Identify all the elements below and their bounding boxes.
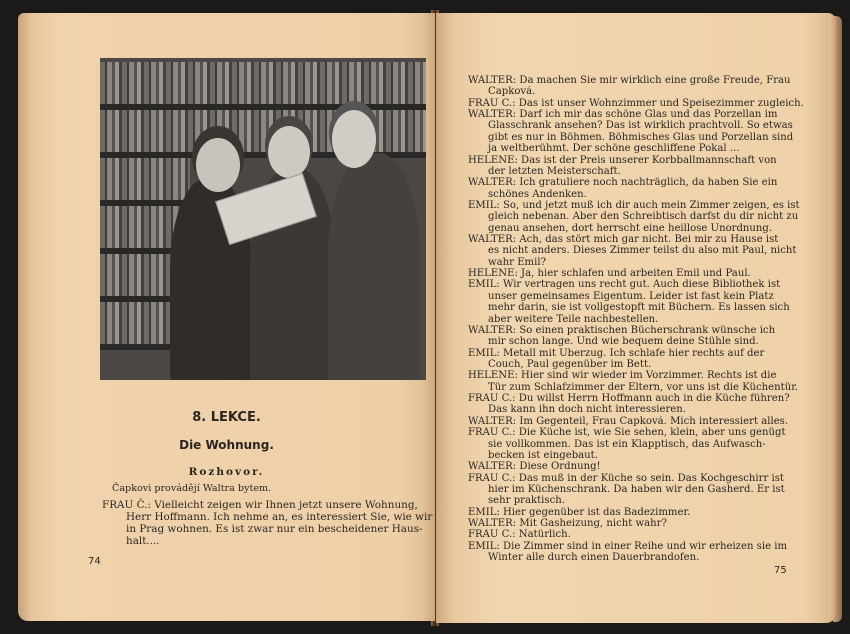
dialogue-line: Das kann ihn doch nicht interessieren. [488,404,686,416]
dialogue-line: FRAU Č.: Die Küche ist, wie Sie sehen, klein, aber uns genügt [468,427,786,439]
dialogue-line: FRAU Č.: Vielleicht zeigen wir Ihnen jetzt unsere Wohnung, [102,499,418,511]
dialogue-line: gleich nebenan. Aber den Schreibtisch darfst du dir nicht zu [488,211,799,223]
dialogue-line: es nicht anders. Dieses Zimmer teilst du also mit Paul, nicht [488,245,797,257]
dialogue-line: genau ansehen, dort herrscht eine heillose Unordnung. [488,222,773,234]
dialogue-line: FRAU Č.: Du willst Herrn Hoffmann auch in die Küche führen? [468,393,790,405]
page-number-right: 75 [774,565,787,576]
dialogue-line: ja weltberühmt. Der schöne geschliffene Pokal ... [488,143,740,155]
dialogue-line: aber weitere Teile nachbestellen. [488,313,659,325]
dialogue-line: EMIL: Die Zimmer sind in einer Reihe und wir erheizen sie im [468,540,788,552]
dialogue-line: HELENE: Ja, hier schlafen und arbeiten Emil und Paul. [468,268,751,280]
dialogue-line: WALTER: Diese Ordnung! [468,461,601,473]
dialogue-line: schönes Andenken. [488,188,587,200]
dialogue-line: EMIL: Hier gegenüber ist das Badezimmer. [468,506,691,518]
page-number-left: 74 [88,556,101,567]
dialogue-line: EMIL: Wir vertragen uns recht gut. Auch diese Bibliothek ist [468,279,781,291]
dialogue-line: sie vollkommen. Das ist ein Klapptisch, das Aufwasch- [488,438,766,450]
dialogue-line: sehr praktisch. [488,495,565,507]
stage-note: Čapkovi provádějí Waltra bytem. [112,483,272,494]
dialogue-line: WALTER: Mit Gasheizung, nicht wahr? [468,518,667,530]
dialogue-line: hier im Küchenschrank. Da haben wir den Gasherd. Er ist [488,483,785,495]
dialogue-line: in Prag wohnen. Es ist zwar nur ein bescheidener Haus- [126,523,423,535]
dialogue-line: FRAU Č.: Das muß in der Küche so sein. Das Kochgeschirr ist [468,472,784,484]
dialogue-line: mehr darin, sie ist vollgestopft mit Büchern. Es lassen sich [488,302,790,314]
lesson-title: 8. LEKCE. [192,410,261,425]
dialogue-line: Couch, Paul gegenüber im Bett. [488,358,652,370]
dialogue-line: mir schon lange. Und wie bequem deine Stühle sind. [488,336,759,348]
dialogue-line: FRAU Č.: Das ist unser Wohnzimmer und Speisezimmer zugleich. [468,97,804,109]
dialogue-line: Glasschrank ansehen? Das ist wirklich prachtvoll. So etwas [488,120,793,132]
dialogue-line: Čapková. [488,86,536,98]
dialogue-line: wahr Emil? [488,256,546,268]
dialogue-line: Tür zum Schlafzimmer der Eltern, vor uns ist die Küchentür. [488,381,799,393]
dialogue-line: HELENE: Das ist der Preis unserer Korbballmannschaft von [468,154,777,166]
dialogue-line: HELENE: Hier sind wir wieder im Vorzimmer. Rechts ist die [468,370,777,382]
illustration-photo [100,58,426,380]
dialogue-line: WALTER: So einen praktischen Bücherschrank wünsche ich [468,324,776,336]
dialogue-block [468,75,820,563]
dialogue-line: unser gemeinsames Eigentum. Leider ist fast kein Platz [488,290,774,302]
dialogue-line: WALTER: Darf ich mir das schöne Glas und das Porzellan im [468,109,778,121]
dialogue-line: EMIL: Metall mit Überzug. Ich schlafe hier rechts auf der [468,347,765,359]
person-woman-head [196,138,240,192]
dialogue-line: WALTER: Im Gegenteil, Frau Čapková. Mich interessiert alles. [468,415,789,427]
person-man-head [332,110,376,168]
dialogue-line: Winter alle durch einen Dauerbrandofen. [488,552,700,564]
dialogue-line: halt.... [126,535,160,547]
dialogue-line: Herr Hoffmann. Ich nehme an, es interessiert Sie, wie wir [126,511,433,523]
dialogue-line: gibt es nur in Böhmen. Böhmisches Glas und Porzellan sind [488,131,794,143]
right-page [436,13,836,623]
dialogue-line: der letzten Meisterschaft. [488,165,621,177]
dialogue-line: WALTER: Da machen Sie mir wirklich eine große Freude, Frau [468,75,791,86]
dialogue-line: FRAU Č.: Natürlich. [468,529,571,541]
person-young-man-head [268,126,310,178]
person-man [328,153,420,380]
dialogue-line: WALTER: Ach, das stört mich gar nicht. Bei mir zu Hause ist [468,234,779,246]
section-heading: Rozhovor. [188,466,265,478]
lesson-subtitle: Die Wohnung. [179,438,274,452]
dialogue-line: WALTER: Ich gratuliere noch nachträglich, da haben Sie ein [468,177,778,189]
dialogue-line: EMIL: So, und jetzt muß ich dir auch mein Zimmer zeigen, es ist [468,199,800,211]
dialogue-line: becken ist eingebaut. [488,449,598,461]
left-page [18,13,435,621]
